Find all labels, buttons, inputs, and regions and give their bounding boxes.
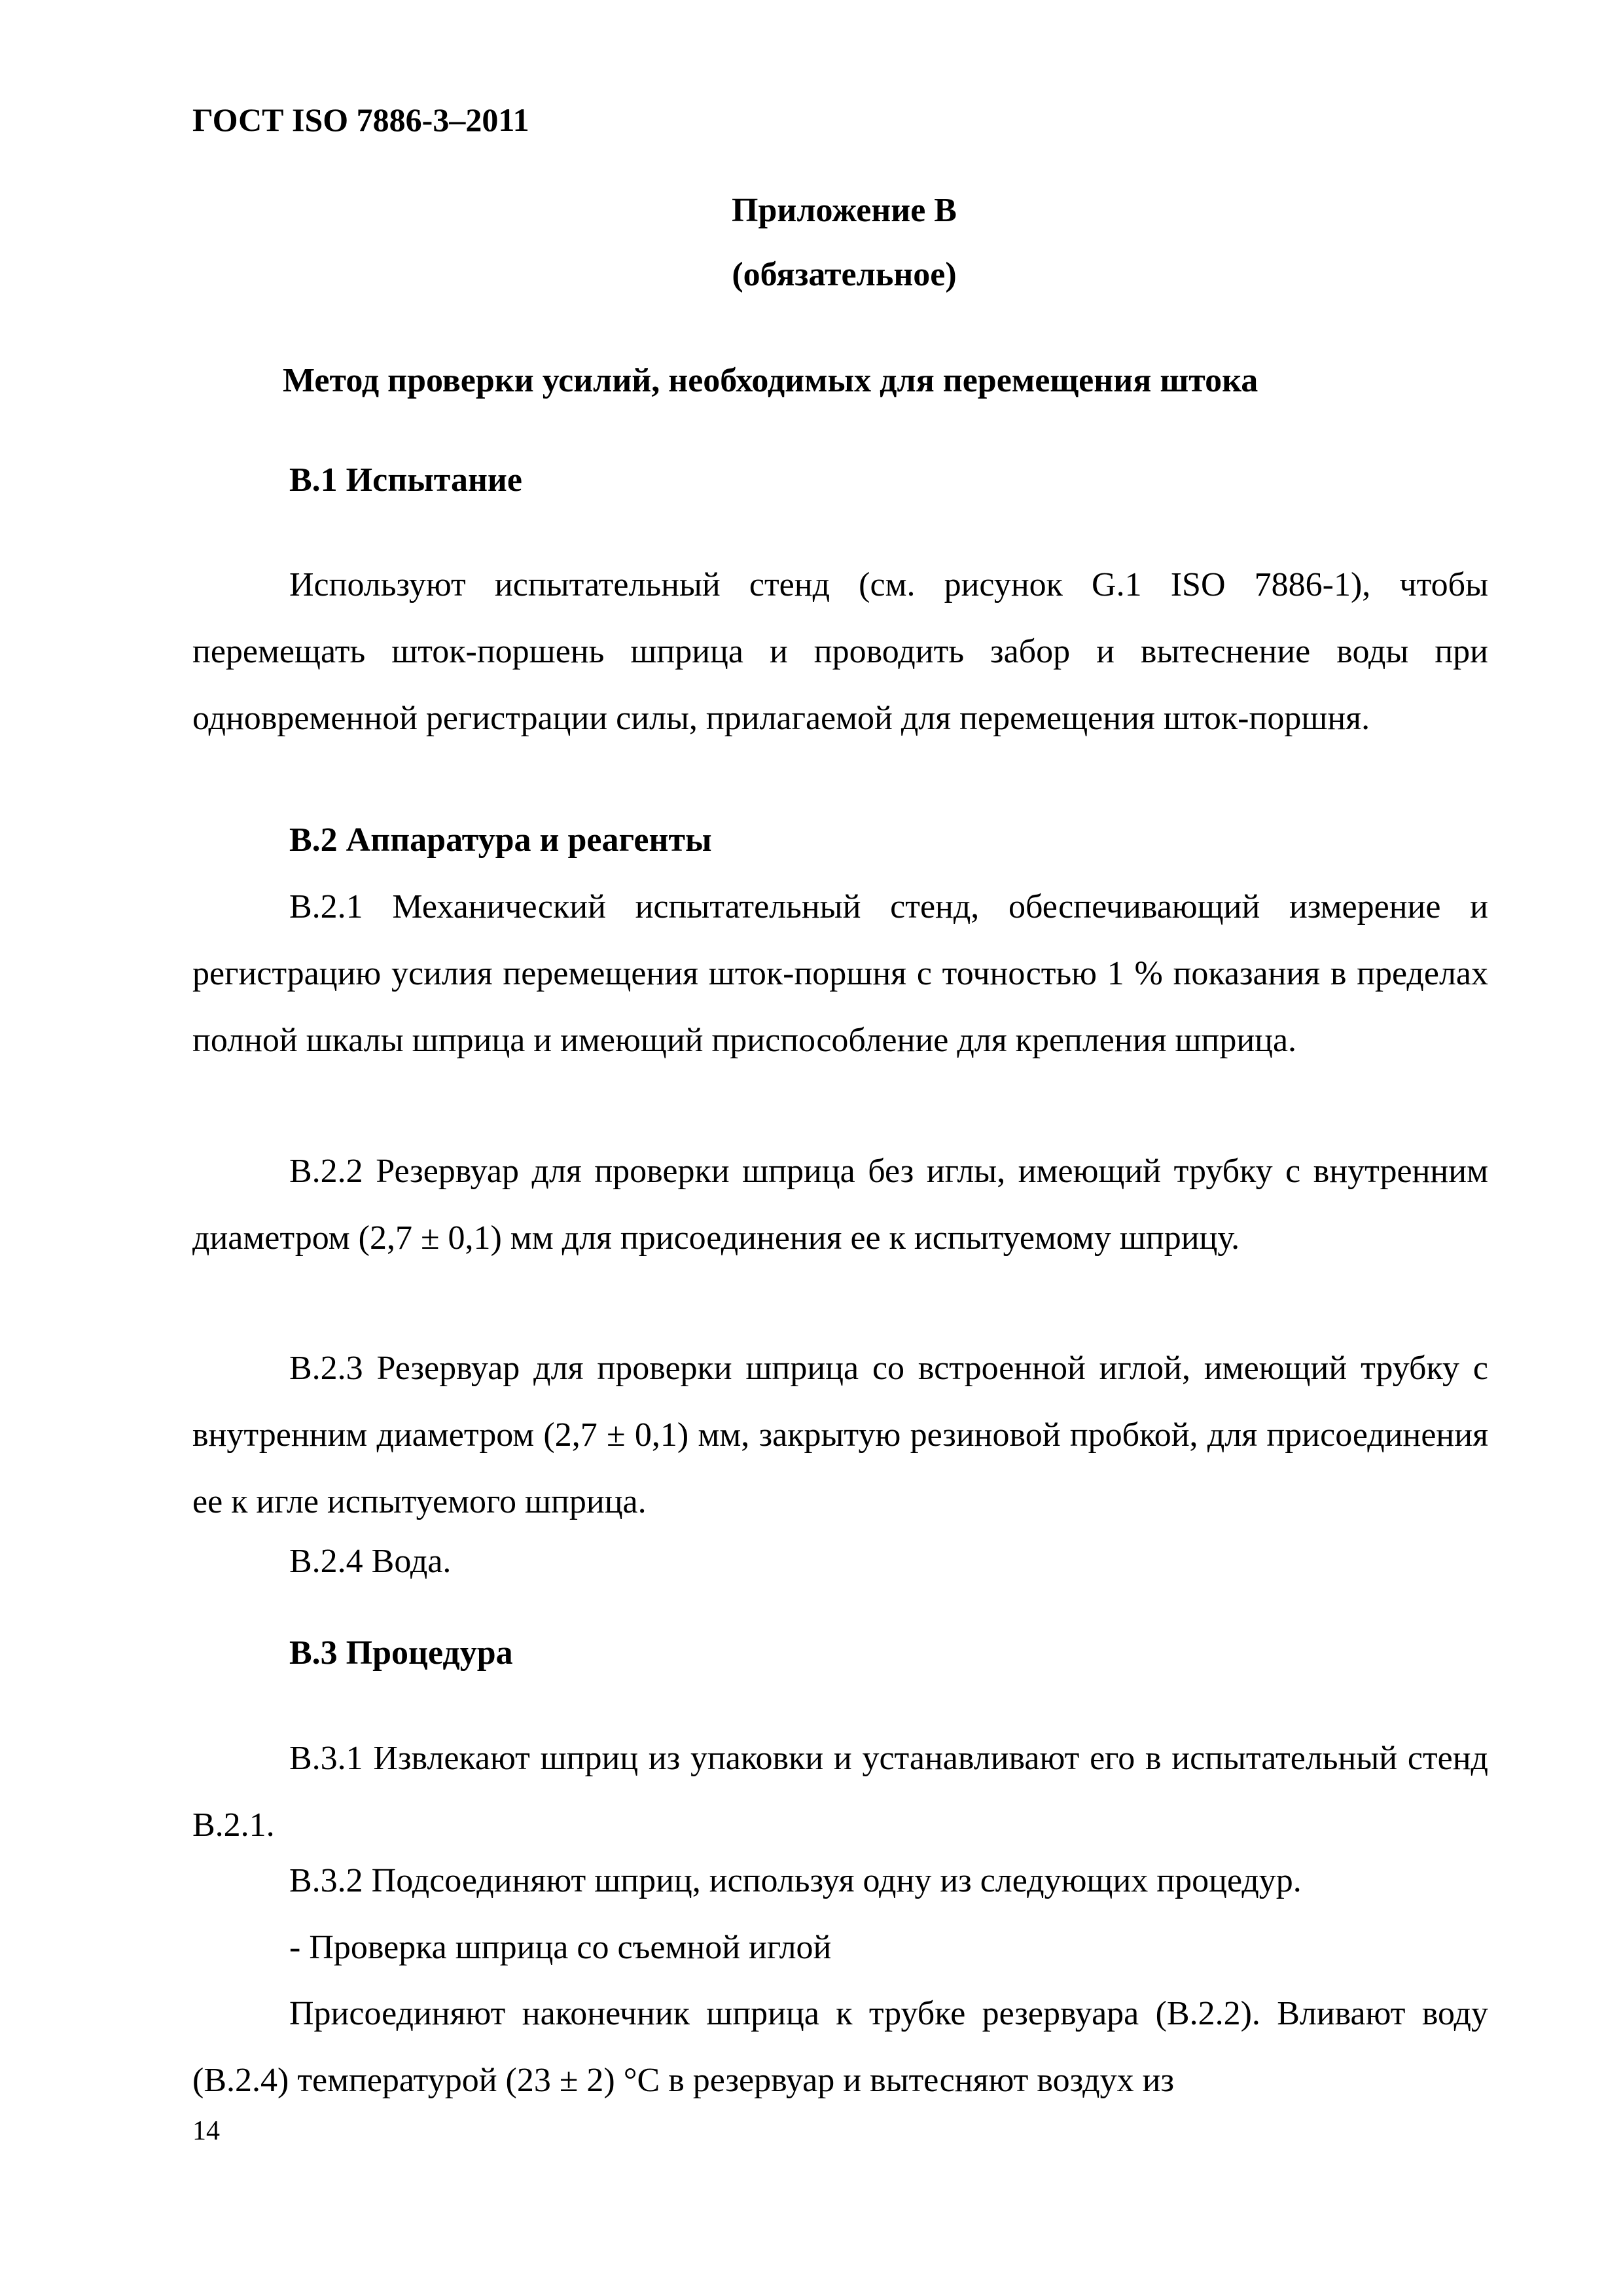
paragraph-b2-1: B.2.1 Механический испытательный стенд, обеспечивающий измерение и регистрацию усилия перемещения шток-поршня с точностью 1 % показания в пределах полной шкалы шприца и имеющий приспособление для крепления шприца. [192,888,1488,1059]
section-heading-b1: B.1 Испытание [289,461,522,499]
paragraph-b3-2: B.3.2 Подсоединяют шприц, используя одну из следующих процедур. [289,1862,1302,1899]
annex-status: (обязательное) [732,256,957,293]
paragraph-b3-procedure: Присоединяют наконечник шприца к трубке резервуара (B.2.2). Вливают воду (B.2.4) температурой (23 ± 2) °С в резервуар и вытесняют воздух из [192,1995,1488,2099]
paragraph-b2-4: B.2.4 Вода. [289,1543,452,1580]
paragraph-b1: Используют испытательный стенд (см. рисунок G.1 ISO 7886-1), чтобы перемещать шток-поршень шприца и проводить забор и вытеснение воды при одновременной регистрации силы, прилагаемой для перемещения шток-поршня. [192,566,1488,737]
paragraph-b2-2: B.2.2 Резервуар для проверки шприца без иглы, имеющий трубку с внутренним диаметром (2,7 ± 0,1) мм для присоединения ее к испытуемому шприцу. [192,1153,1488,1257]
document-code: ГОСТ ISO 7886-3–2011 [192,101,529,138]
paragraph-b2-3: B.2.3 Резервуар для проверки шприца со встроенной иглой, имеющий трубку с внутренним диаметром (2,7 ± 0,1) мм, закрытую резиновой пробкой, для присоединения ее к игле испытуемого шприца. [192,1350,1488,1520]
page-number: 14 [192,2116,220,2146]
annex-title: Приложение B [732,192,957,229]
list-item-removable-needle: - Проверка шприца со съемной иглой [289,1929,832,1966]
section-heading-b3: B.3 Процедура [289,1634,513,1672]
method-title: Метод проверки усилий, необходимых для перемещения штока [283,362,1258,399]
paragraph-b3-1: B.3.1 Извлекают шприц из упаковки и устанавливают его в испытательный стенд B.2.1. [192,1740,1488,1844]
section-heading-b2: B.2 Аппаратура и реагенты [289,821,712,859]
